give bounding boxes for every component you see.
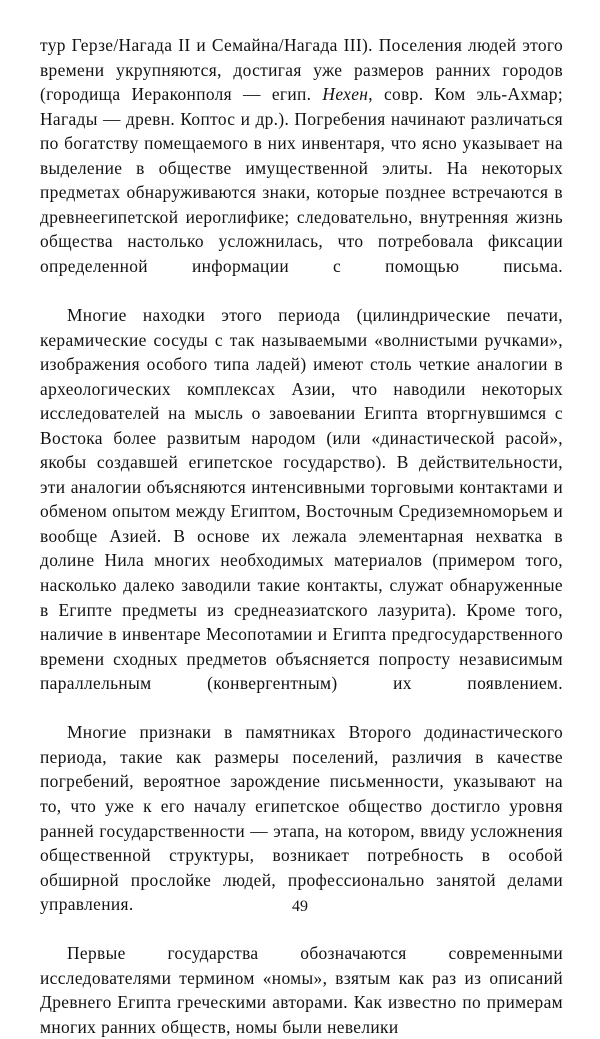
paragraph-1-run-3: , совр. Ком эль-Ахмар; Нагады — древн. Коптос и др.). Погребения начинают различаться по богатству помещаемого в них инвентаря, что ясно указывает на выделение в обществе имущественной элиты. На некоторых предметах обнаруживаются знаки, которые позднее встречаются в древнеегипетской иероглифике; следовательно, внутренняя жизнь общества настолько усложнилась, что потребовала фиксации определенной информации с помощью письма. <box>40 84 564 276</box>
page-body-text <box>40 33 563 1039</box>
paragraph-1-run-1: тур Герзе/Нагада II и Семайна/Нагада III). Поселения людей этого времени укрупняются, достигая уже размеров ранних городов (городища Иераконполя — егип. <box>40 35 563 105</box>
paragraph-3-run-1: Многие признаки в памятниках Второго додинастического периода, такие как размеры поселений, различия в качестве погребений, вероятное зарождение письменности, указывают на то, что уже к его началу египетское общество достигло уровня ранней государственности — этапа, на котором, ввиду усложнения общественной структуры, возникает потребность в особой обширной прослойке людей, профессионально занятой делами управления. <box>40 722 563 915</box>
paragraph-1 <box>40 33 563 303</box>
paragraph-2-run-1: Многие находки этого периода (цилиндрические печати, керамические сосуды с так называемыми «волнистыми ручками», изображения особого типа ладей) имеют столь четкие аналогии в археологических комплексах Азии, что наводили некоторых исследователей на мысль о завоевании Египта вторгнувшимся с Востока более развитым народом (или «династической расой», якобы создавшей египетское государство). В действительности, эти аналогии объясняются интенсивными торговыми контактами и обменом опытом между Египтом, Восточным Средиземноморьем и вообще Азией. В основе их лежала элементарная нехватка в долине Нила многих необходимых материалов (примером того, насколько далеко заводили такие контакты, служат обнаруженные в Египте предметы из среднеазиатского лазурита). Кроме того, наличие в инвентаре Месопотамии и Египта предгосударственного времени сходных предметов объясняется попросту независимым параллельным (конвергентным) их появлением. <box>40 305 563 694</box>
paragraph-2 <box>40 303 563 720</box>
paragraph-4-run-1: Первые государства обозначаются современными исследователями термином «номы», взятым как раз из описаний Древнего Египта греческими авторами. Как известно по примерам многих ранних обществ, номы были невелики <box>40 943 563 1037</box>
paragraph-1-run-2-italic-toponym: Нехен <box>322 84 369 105</box>
page-number: 49 <box>292 898 308 915</box>
